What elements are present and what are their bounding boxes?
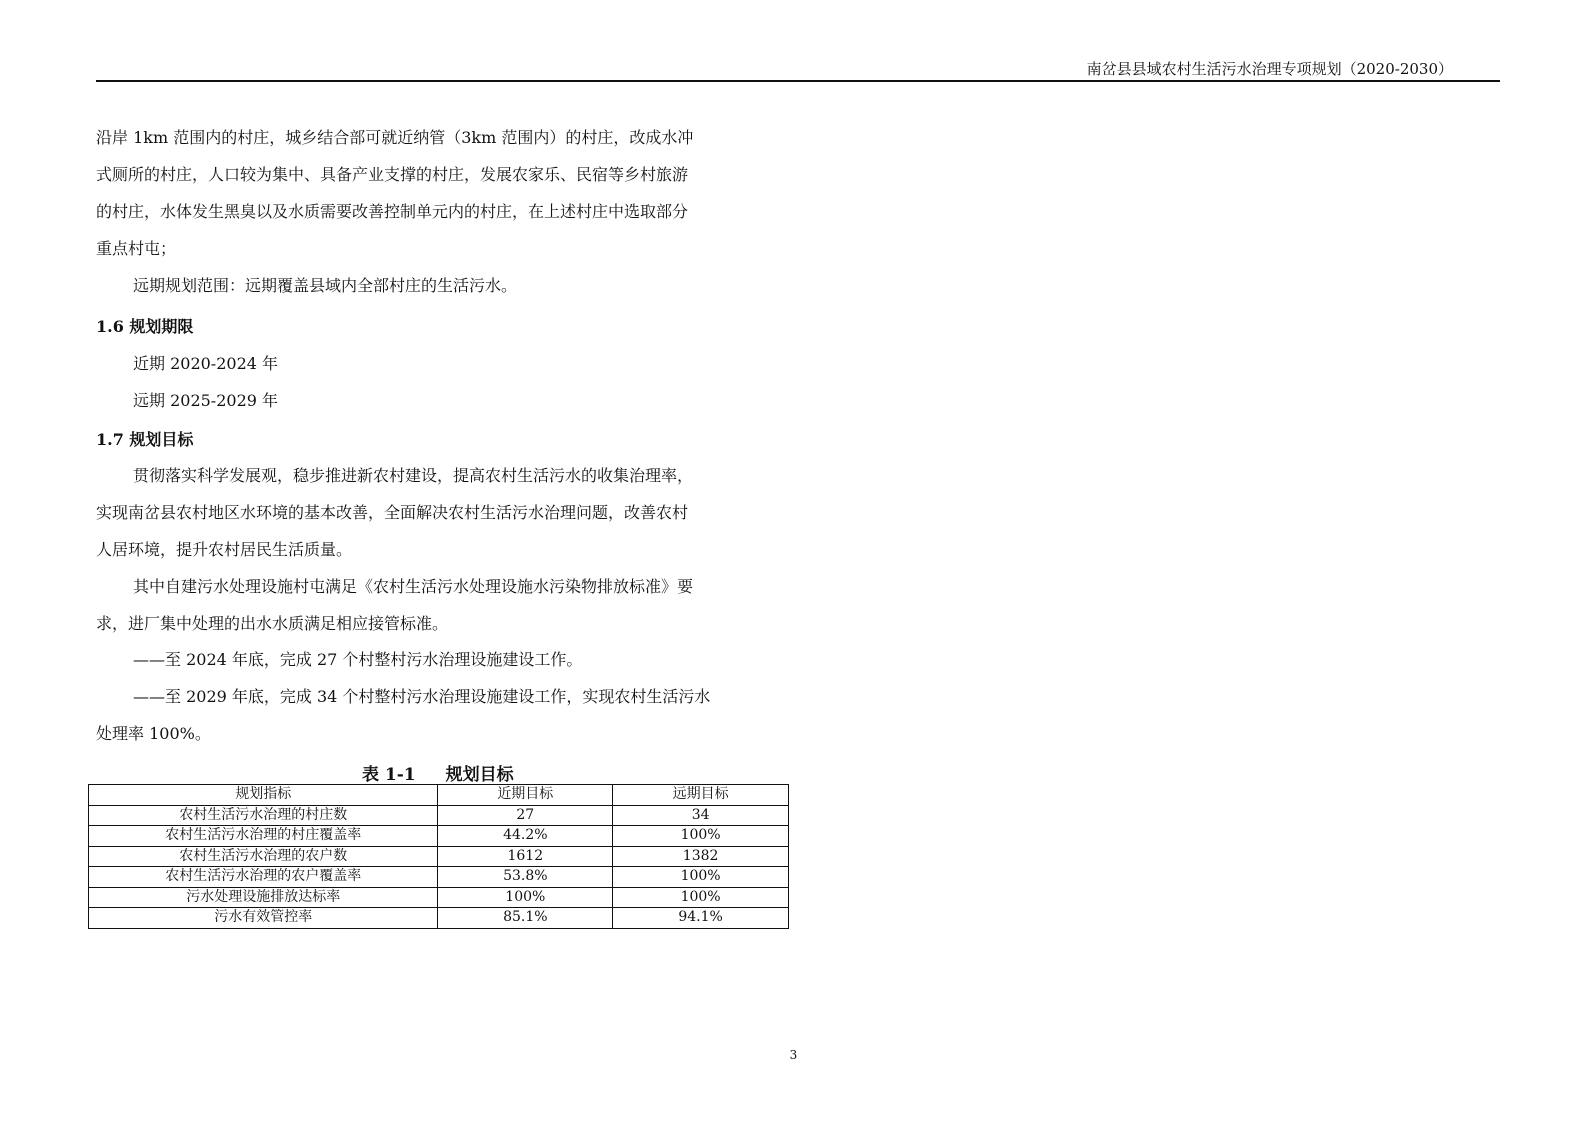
table-header-cell: 规划指标 [89,785,438,806]
table-row [89,908,789,929]
page-number: 3 [789,1048,798,1062]
table-row [89,826,789,847]
table-cell: 53.8% [438,867,613,888]
table-caption-number: 表 1-1 [362,765,416,785]
period-near: 近期 2020-2024 年 [133,354,279,373]
goal-line-2029: ——至 2029 年底，完成 34 个村整村污水治理设施建设工作，实现农村生活污水 [133,687,711,706]
table-cell: 1612 [438,846,613,867]
table-cell: 44.2% [438,826,613,847]
table-cell: 100% [613,867,789,888]
body-line: 式厕所的村庄，人口较为集中、具备产业支撑的村庄，发展农家乐、民宿等乡村旅游 [96,165,689,184]
table-header-cell: 远期目标 [613,785,789,806]
table-cell: 污水有效管控率 [89,908,438,929]
running-header: 南岔县县域农村生活污水治理专项规划（2020-2030） [1086,60,1453,78]
table-cell: 27 [438,805,613,826]
table-cell: 100% [438,887,613,908]
table-caption [362,760,514,785]
goal-line: 处理率 100%。 [96,724,211,743]
section-heading-1-6: 1.6 规划期限 [96,317,194,336]
far-term-scope: 远期规划范围：远期覆盖县域内全部村庄的生活污水。 [133,276,518,295]
table-cell: 农村生活污水治理的农户覆盖率 [89,867,438,888]
table-cell: 100% [613,887,789,908]
table-cell: 100% [613,826,789,847]
body-line: 沿岸 1km 范围内的村庄，城乡结合部可就近纳管（3km 范围内）的村庄，改成水冲 [96,128,694,147]
table-row [89,846,789,867]
table-cell: 94.1% [613,908,789,929]
goal-line: 实现南岔县农村地区水环境的基本改善，全面解决农村生活污水治理问题，改善农村 [96,503,689,522]
table-header-cell: 近期目标 [438,785,613,806]
goal-line: 求，进厂集中处理的出水水质满足相应接管标准。 [96,614,449,633]
table-cell: 85.1% [438,908,613,929]
period-far: 远期 2025-2029 年 [133,391,279,410]
table-cell: 1382 [613,846,789,867]
table-cell: 农村生活污水治理的村庄数 [89,805,438,826]
table-cell: 34 [613,805,789,826]
goal-line: 人居环境，提升农村居民生活质量。 [96,540,353,559]
table-cell: 农村生活污水治理的村庄覆盖率 [89,826,438,847]
body-line: 重点村屯； [96,239,177,258]
table-row [89,867,789,888]
table-cell: 农村生活污水治理的农户数 [89,846,438,867]
table-row [89,805,789,826]
goal-line-2024: ——至 2024 年底，完成 27 个村整村污水治理设施建设工作。 [133,650,583,669]
body-line: 的村庄，水体发生黑臭以及水质需要改善控制单元内的村庄，在上述村庄中选取部分 [96,202,689,221]
section-heading-1-7: 1.7 规划目标 [96,430,194,449]
table-header-row [89,785,789,806]
table-cell: 污水处理设施排放达标率 [89,887,438,908]
goal-line: 其中自建污水处理设施村屯满足《农村生活污水处理设施水污染物排放标准》要 [133,577,694,596]
goals-table [88,784,789,929]
table-caption-title: 规划目标 [445,765,514,785]
goal-line: 贯彻落实科学发展观，稳步推进新农村建设，提高农村生活污水的收集治理率， [133,466,694,485]
table-row [89,887,789,908]
header-rule [96,80,1500,82]
